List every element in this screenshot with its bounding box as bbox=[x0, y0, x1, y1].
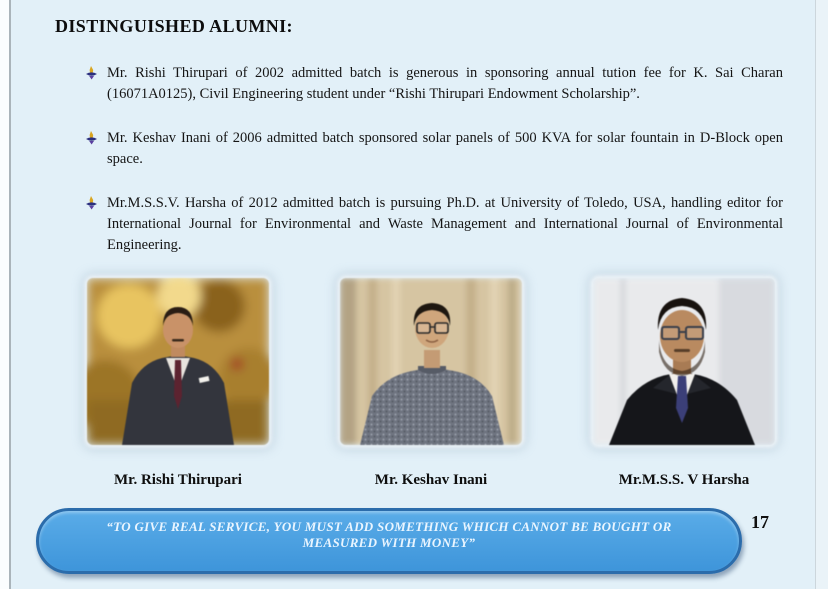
bullet-text: Mr. Keshav Inani of 2006 admitted batch sponsored solar panels of 500 KVA for solar fountain in D-Block open space. bbox=[107, 130, 783, 167]
plane-bullet-icon bbox=[85, 128, 107, 170]
page-number: 17 bbox=[751, 512, 769, 532]
plane-bullet-icon bbox=[85, 63, 107, 105]
list-item bbox=[85, 193, 783, 256]
alumni-column bbox=[340, 278, 522, 489]
photo-rishi-thirupari bbox=[87, 278, 269, 445]
alumni-column bbox=[593, 278, 775, 489]
quote-text: “TO GIVE REAL SERVICE, YOU MUST ADD SOMETHING WHICH CANNOT BE BOUGHT OR MEASURED WITH MONEY” bbox=[106, 519, 672, 548]
page-right-margin bbox=[816, 0, 828, 589]
page-content bbox=[0, 0, 816, 279]
list-item bbox=[85, 128, 783, 170]
alumni-column bbox=[87, 278, 269, 489]
alumni-photo-row bbox=[87, 278, 775, 489]
alumni-name: Mr. Keshav Inani bbox=[374, 472, 488, 488]
plane-bullet-icon bbox=[85, 193, 107, 256]
bullet-list bbox=[85, 63, 783, 256]
alumni-name: Mr. Rishi Thirupari bbox=[114, 472, 242, 488]
page-title: DISTINGUISHED ALUMNI: bbox=[55, 16, 293, 36]
quote-banner bbox=[36, 508, 742, 574]
photo-keshav-inani bbox=[340, 278, 522, 445]
list-item bbox=[85, 63, 783, 105]
alumni-name: Mr.M.S.S. V Harsha bbox=[618, 472, 750, 488]
photo-mssv-harsha bbox=[593, 278, 775, 445]
bullet-text: Mr.M.S.S.V. Harsha of 2012 admitted batch is pursuing Ph.D. at University of Toledo, USA, handling editor for International Journal for Environmental and Waste Management and International Journal of Environmental Engineering. bbox=[107, 195, 783, 253]
bullet-text: Mr. Rishi Thirupari of 2002 admitted batch is generous in sponsoring annual tution fee for K. Sai Charan (16071A0125), Civil Engineering student under “Rishi Thirupari Endowment Scholarship”. bbox=[107, 65, 783, 102]
